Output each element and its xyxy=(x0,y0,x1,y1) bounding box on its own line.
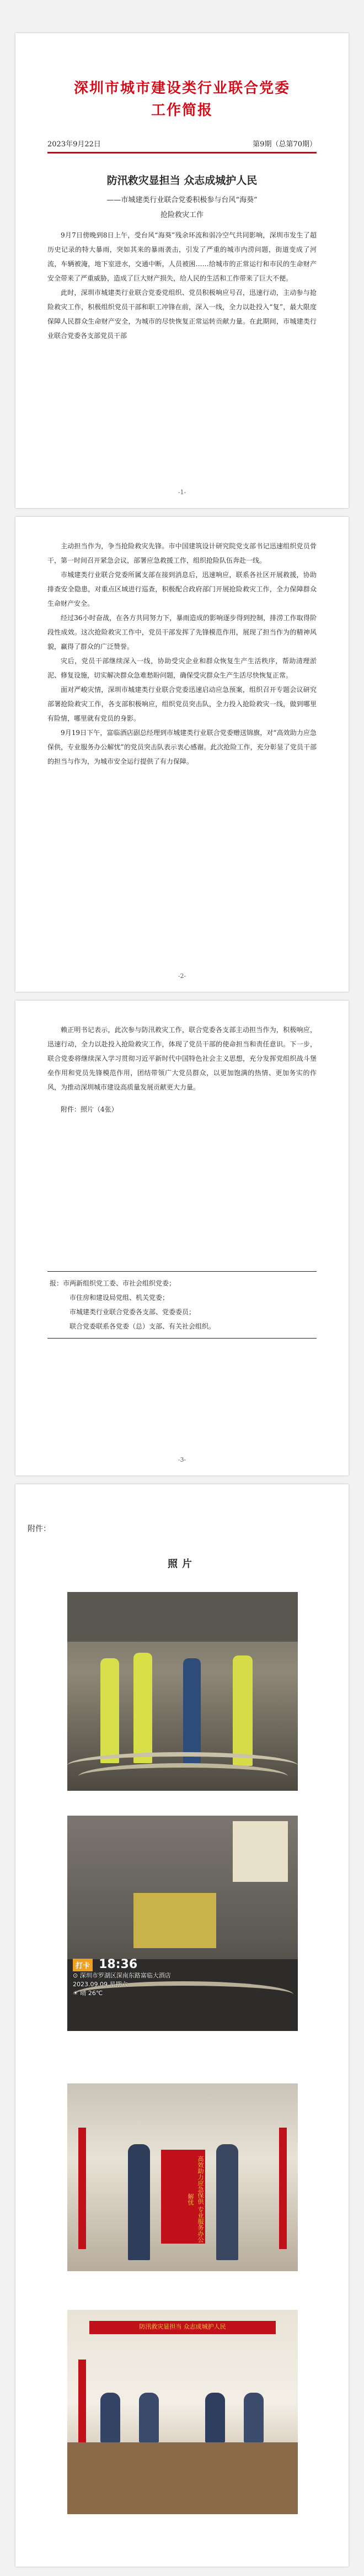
photos-title: 照片 xyxy=(168,1558,196,1570)
flag xyxy=(78,2128,86,2249)
paragraph: 此时，深圳市城建类行业联合党委党组织、党员积极响应号召，迅速行动，主动参与抢险救灾工作，积极组织党员干部和职工冲锋在前，深入一线，全力以赴投入“复”，最大限度保障人民群众生命财产安全，为城市的尽快恢复正常运转贡献力量。在此期间，市城建类行业联合党委各支部党员干部 xyxy=(47,289,317,340)
article-subtitle: ——市城建类行业联合党委积极参与台风“海葵” xyxy=(106,196,258,204)
hose xyxy=(78,1763,288,1790)
attachments-note: 附件：照片（4张） xyxy=(61,1105,118,1113)
paragraph: 经过36小时奋战，在各方共同努力下，暴雨造成的影响逐步得到控制，排涝工作取得阶段性成效。这次抢险救灾工作中，党员干部发挥了先锋模范作用，展现了担当作为的精神风貌，赢得了群众的广泛赞誉。 xyxy=(47,614,317,650)
worker-figure xyxy=(233,1655,253,1766)
checkin-tag: 打卡 xyxy=(73,1959,93,1971)
paragraph: 赖正明书记表示，此次参与防汛救灾工作，联合党委各支部主动担当作为，积极响应，迅速行动，全力以赴投入抢险救灾工作，体现了党员干部的使命担当和责任意识。下一步，联合党委将继续深入学习贯彻习近平新时代中国特色社会主义思想，充分发挥党组织战斗堡垒作用和党员先锋模范作用，团结带领广大党员群众，以更加饱满的热情、更加务实的作风，为推动深圳城市建设高质量发展贡献更大力量。 xyxy=(47,1026,317,1091)
background-light xyxy=(233,1821,288,1882)
paragraph: 9月19日下午，富临酒店副总经理到市城建类行业联合党委赠送锦旗，对“高效助力应急保供，专业服务办公解忧”的党员突击队表示衷心感谢。此次抢险工作，充分彰显了党员干部的担当与作为，为城市安全运行提供了有力保障。 xyxy=(47,729,317,765)
paragraph: 市城建类行业联合党委所属支部在接到消息后，迅速响应，联系各社区开展救援，协助排查安全隐患，对重点区域进行巡查，积极配合政府部门开展抢险救灾工作，全力保障群众生命财产安全。 xyxy=(47,571,317,607)
article-subtitle-2: 抢险救灾工作 xyxy=(160,211,204,219)
body-text xyxy=(47,1023,317,1117)
masthead xyxy=(15,33,349,121)
body-text xyxy=(47,228,317,343)
issue-number: 第9期（总第70期） xyxy=(253,140,317,149)
person-figure xyxy=(244,2393,264,2442)
masthead-line-1: 深圳市城市建设类行业联合党委 xyxy=(73,80,290,97)
timestamp-clock: 18:36 xyxy=(99,1958,138,1971)
person-figure xyxy=(216,2144,238,2260)
photo-timestamp xyxy=(73,1958,171,1998)
issue-date: 2023年9月22日 xyxy=(47,140,101,149)
meeting-banner: 防汛救灾显担当 众志成城护人民 xyxy=(89,2321,276,2334)
page-number: -2- xyxy=(178,972,186,980)
worker-figure xyxy=(100,1658,119,1763)
paragraph: 9月7日傍晚到8日上午，受台风“海葵”残余环流和弱冷空气共同影响，深圳市发生了超历史记录的特大暴雨，突如其来的暴雨袭击，引发了严重的城市内涝问题，街道变成了河流，车辆被淹，地下室进水，交通中断，人员被困……给城市的正常运行和市民的生命财产安全带来了严重威胁，造成了巨大财产损失，给人民的生活和工作带来了巨大不便。 xyxy=(47,231,317,282)
pump-equipment xyxy=(133,1893,216,1948)
red-rule xyxy=(47,152,317,154)
masthead-line-2: 工作简报 xyxy=(151,102,213,119)
person-figure xyxy=(128,2144,150,2260)
photo-rescue-team xyxy=(67,1592,298,1791)
page-3 xyxy=(15,1001,349,1475)
person-figure xyxy=(139,2393,159,2442)
timestamp-date: 2023.09.09 星期六 xyxy=(73,1981,128,1988)
ceiling xyxy=(67,1592,298,1642)
distribution-lead: 报：市两新组织党工委、市社会组织党委； xyxy=(50,1279,176,1287)
issue-line xyxy=(47,138,317,149)
honor-banner: 高效助力应急保供 专业服务办公解忧 xyxy=(161,2150,205,2244)
flag xyxy=(279,2128,287,2249)
distribution-line: 市住房和建设局党组、机关党委； xyxy=(69,1294,169,1302)
distribution-list xyxy=(47,1271,317,1339)
page-1 xyxy=(15,33,349,508)
body-text xyxy=(47,539,317,769)
page-number: -1- xyxy=(178,489,186,496)
worker-figure xyxy=(183,1658,201,1763)
page-4 xyxy=(15,1484,349,2567)
article-title: 防汛救灾显担当 众志成城护人民 xyxy=(106,174,258,187)
paragraph: 主动担当作为，争当抢险救灾先锋。市中国建筑设计研究院党支部书记迅速组织党员骨干，第一时间召开紧急会议，部署应急救援工作，组织抢险队伍奔赴一线。 xyxy=(47,542,317,564)
timestamp-weather: ☀ 晴 26℃ xyxy=(73,1990,103,1997)
person-figure xyxy=(205,2393,225,2442)
distribution-line: 市城建类行业联合党委各支部、党委委员； xyxy=(69,1308,196,1316)
person-figure xyxy=(100,2393,120,2442)
photo-banner-presentation xyxy=(67,2083,298,2271)
worker-figure xyxy=(133,1653,152,1763)
distribution-line: 联合党委联系各党委（总）支部、有关社会组织。 xyxy=(69,1323,216,1330)
photo-flooded-garage xyxy=(67,1816,298,2031)
page-2 xyxy=(15,517,349,992)
conference-table xyxy=(67,2442,298,2514)
page-number: -3- xyxy=(178,1456,186,1463)
timestamp-location: ⊙ 深圳市罗湖区深南东路富临大酒店 xyxy=(73,1972,171,1979)
paragraph: 面对严峻灾情，深圳市城建类行业联合党委迅速启动应急预案，组织召开专题会议研究部署抢险救灾工作，各支部积极响应，组织党员突击队，全力投入抢险救灾一线，做到哪里有险情，哪里就有党员的身影。 xyxy=(47,686,317,722)
photo-meeting xyxy=(67,2310,298,2514)
paragraph: 灾后，党员干部继续深入一线，协助受灾企业和群众恢复生产生活秩序，帮助清理淤泥、修复设施，切实解决群众急难愁盼问题，确保受灾群众生产生活尽快恢复正常。 xyxy=(47,657,317,679)
attachment-label: 附件： xyxy=(28,1525,51,1533)
